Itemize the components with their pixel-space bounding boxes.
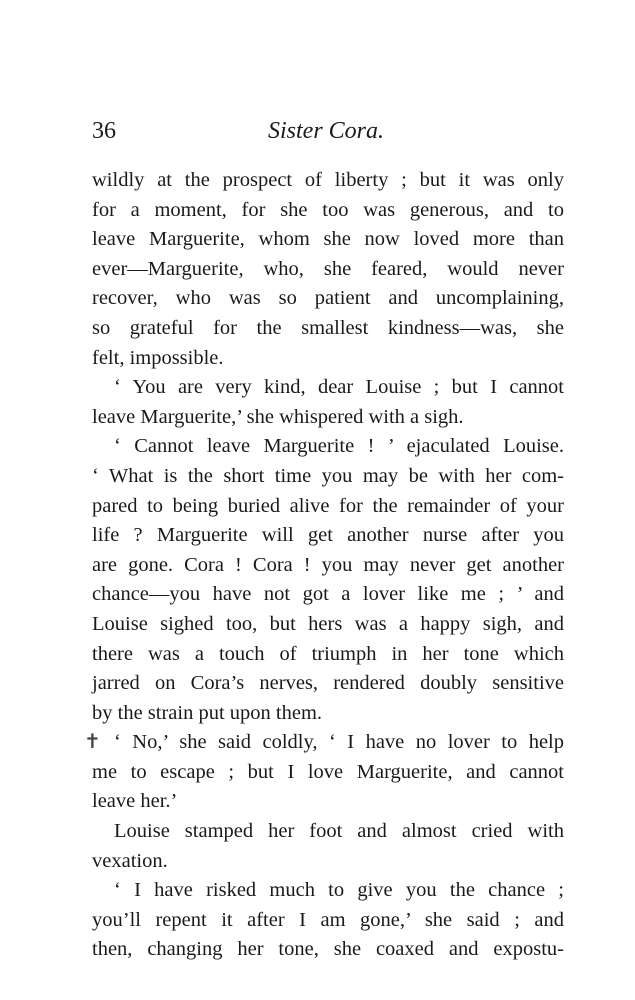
text-line: leave Marguerite,’ she whispered with a sigh. — [92, 405, 464, 428]
text-line: ‘ I have risked much to give you the chance ; — [114, 879, 564, 902]
margin-mark-icon: ✝ — [84, 731, 101, 754]
text-line: leave Marguerite, whom she now loved more than — [92, 228, 564, 251]
text-line: so grateful for the smallest kindness—was, she — [92, 316, 564, 339]
text-line: life ? Marguerite will get another nurse after you — [92, 524, 564, 547]
text-line-marked — [84, 728, 564, 758]
text-line: recover, who was so patient and uncomplaining, — [92, 287, 564, 310]
text-line: jarred on Cora’s nerves, rendered doubly sensitive — [92, 672, 564, 695]
text-line: by the strain put upon them. — [92, 701, 323, 724]
text-line-content: ‘ No,’ she said coldly, ‘ I have no lover to help — [114, 731, 564, 754]
body-text — [84, 166, 564, 965]
text-line: Louise sighed too, but hers was a happy sigh, and — [92, 612, 564, 635]
text-line: you’ll repent it after I am gone,’ she said ; and — [92, 908, 564, 931]
text-line: there was a touch of triumph in her tone which — [92, 642, 564, 665]
text-line: ‘ Cannot leave Marguerite ! ’ ejaculated Louise. — [114, 435, 564, 458]
running-title: Sister Cora. — [268, 118, 385, 144]
text-line: chance—you have not got a lover like me ; ’ and — [92, 583, 564, 606]
text-line: vexation. — [92, 849, 168, 872]
text-line: then, changing her tone, she coaxed and expostu- — [92, 938, 564, 961]
text-line: ever—Marguerite, who, she feared, would never — [92, 257, 564, 280]
page-number: 36 — [92, 118, 116, 144]
text-line: felt, impossible. — [92, 346, 224, 369]
text-line: me to escape ; but I love Marguerite, and cannot — [92, 760, 564, 783]
text-line: are gone. Cora ! Cora ! you may never get another — [92, 553, 564, 576]
running-head — [92, 118, 542, 150]
text-line: ‘ You are very kind, dear Louise ; but I cannot — [114, 376, 564, 399]
text-line: Louise stamped her foot and almost cried with — [114, 820, 564, 843]
text-line: for a moment, for she too was generous, and to — [92, 198, 564, 221]
text-line: ‘ What is the short time you may be with her com- — [92, 464, 564, 487]
text-line: wildly at the prospect of liberty ; but it was only — [92, 169, 564, 191]
text-line: leave her.’ — [92, 790, 178, 813]
text-line: pared to being buried alive for the remainder of your — [92, 494, 564, 517]
